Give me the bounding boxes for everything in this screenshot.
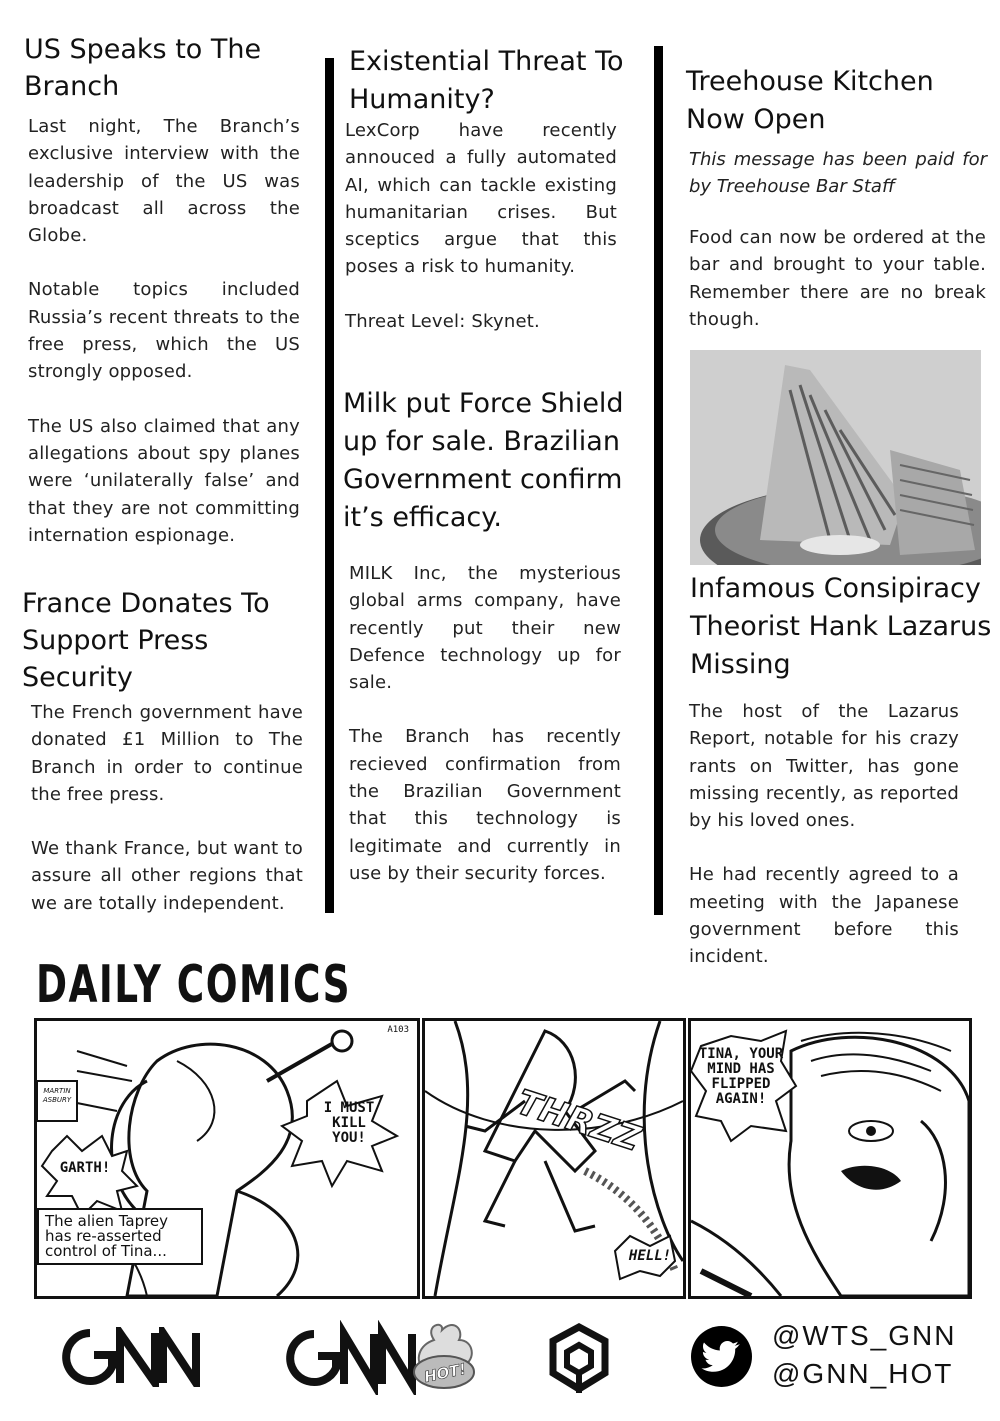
article-us-body [28,113,300,549]
paragraph: We thank France, but want to assure all other regions that we are totally independent. [31,838,303,914]
sound-effect: THRZZ [511,1082,646,1160]
daily-comics-title: DAILY COMICS [36,955,352,1015]
comic-panel-1 [34,1018,420,1299]
article-france-body [31,699,303,917]
article-threat-title: Existential Threat To Humanity? [349,46,624,115]
comic-panel-2 [422,1018,686,1299]
speech-hell: HELL! [628,1248,672,1264]
gnn-logo-mark [60,1327,200,1387]
comic-caption: The alien Taprey has re-asserted control of Tina... [37,1208,203,1265]
article-lazarus-title: Infamous Consipiracy Theorist Hank Lazarus Missing [690,573,992,680]
twitter-bird-icon [691,1326,752,1387]
column-divider [654,46,663,915]
paragraph: The French government have donated £1 Million to The Branch in order to continue the free press. [31,702,303,805]
speech-tina: TINA, YOUR MIND HAS FLIPPED AGAIN! [698,1046,784,1107]
article-milk-title: Milk put Force Shield up for sale. Brazilian Government confirm it’s efficacy. [343,388,624,533]
twitter-handle-wts[interactable]: @WTS_GNN [772,1320,957,1351]
paragraph: The Branch has recently recieved confirmation from the Brazilian Government that this technology is legitimate and currently in use by their security forces. [349,726,621,884]
article-milk-body [349,560,621,887]
gnn-logo [60,1327,200,1387]
article-treehouse-body [689,224,986,333]
branch-hex-logo [548,1323,610,1395]
comic-code: A103 [387,1025,409,1035]
paragraph: He had recently agreed to a meeting with the Japanese government before this incident. [689,864,959,968]
sponsored-note: This message has been paid for by Treehouse Bar Staff [689,149,987,197]
paragraph: Notable topics included Russia’s recent threats to the free press, which the US strongly opposed. [28,279,300,383]
paragraph: LexCorp have recently annouced a fully automated AI, which can tackle existing humanitarian crises. But sceptics argue that this poses a risk to humanity. [345,120,617,278]
paragraph: Last night, The Branch’s exclusive interview with the leadership of the US was broadcast all across the Globe. [28,116,300,247]
gnn-hot-logo [284,1320,479,1395]
artist-signature: MARTIN ASBURY [42,1087,72,1104]
gnn-hot-logo-mark [284,1320,479,1395]
paragraph: Threat Level: Skynet. [345,310,540,332]
hex-logo-icon [548,1323,610,1395]
article-france-title: France Donates To Support Press Security [22,588,270,693]
paragraph: The US also claimed that any allegations about spy planes were ‘unilaterally false’ and that they are not committing internation espionage. [28,415,300,546]
comic-panel-3 [688,1018,972,1299]
sandwich-photo [690,350,981,565]
hot-badge: HOT! [422,1359,468,1387]
speech-garth: GARTH! [59,1160,111,1176]
sandwich-illustration [690,350,981,565]
twitter-handle-hot[interactable]: @GNN_HOT [772,1358,954,1389]
paragraph: MILK Inc, the mysterious global arms company, have recently put their new Defence technology up for sale. [349,563,621,694]
article-treehouse-title: Treehouse Kitchen Now Open [686,66,934,135]
paragraph: Food can now be ordered at the bar and brought to your table. Remember there are no break though. [689,227,986,330]
column-divider [325,58,334,913]
article-us-title: US Speaks to The Branch [24,34,262,102]
paragraph: The host of the Lazarus Report, notable for his crazy rants on Twitter, has gone missing recently, as reported by his loved ones. [689,701,959,832]
twitter-icon[interactable] [691,1326,752,1387]
article-threat-body [345,117,617,335]
speech-must-kill: I MUST KILL YOU! [323,1100,375,1146]
article-lazarus-body [689,698,959,971]
